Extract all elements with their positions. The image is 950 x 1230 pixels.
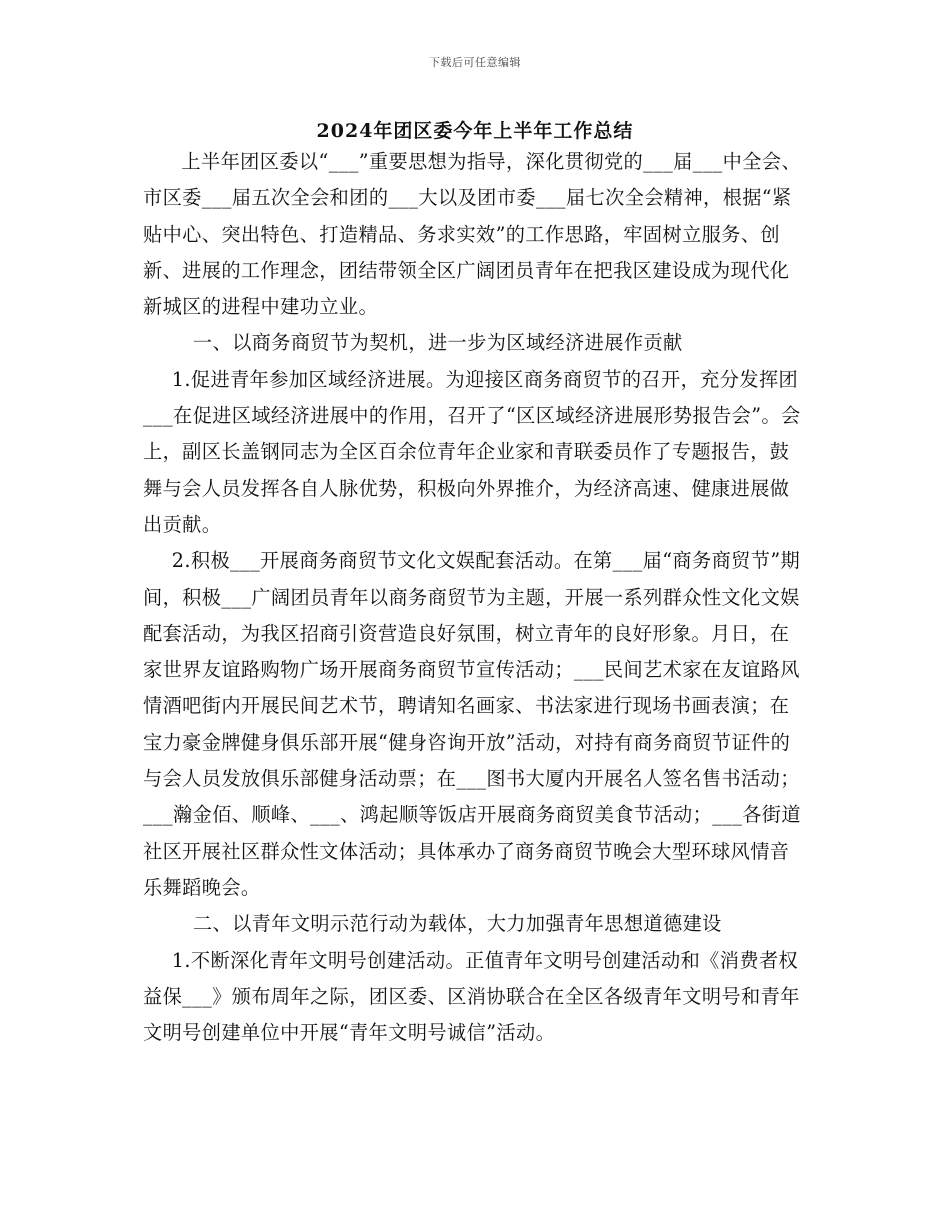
document-title: 2024年团区委今年上半年工作总结	[316, 120, 634, 142]
section-heading-1: 一、以商务商贸节为契机，进一步为区域经济进展作贡献	[192, 331, 683, 355]
paragraph-intro: 上半年团区委以“___”重要思想为指导，深化贯彻党的___届___中全会、市区委___届五次全会和团的___大以及团市委___届七次全会精神，根据“紧贴中心、突出特色、打造精品、务求实效”的工作思路，牢固树立服务、创新、进展的工作理念，团结带领全区广阔团员青年在把我区建设成为现代化新城区的进程中建功立业。	[143, 150, 802, 319]
paragraph-1-2: 2.积极___开展商务商贸节文化文娱配套活动。在第___届“商务商贸节”期间，积极___广阔团员青年以商务商贸节为主题，开展一系列群众性文化文娱配套活动，为我区招商引资营造良好氛围，树立青年的良好形象。月日，在家世界友谊路购物广场开展商务商贸节宣传活动；___民间艺术家在友谊路风情酒吧街内开展民间艺术节，聘请知名画家、书法家进行现场书画表演；在宝力豪金牌健身俱乐部开展“健身咨询开放”活动，对持有商务商贸节证件的与会人员发放俱乐部健身活动票；在___图书大厦内开展名人签名售书活动；___瀚金佰、顺峰、___、鸿起顺等饭店开展商务商贸美食节活动；___各街道社区开展社区群众性文体活动；具体承办了商务商贸节晚会大型环球风情音乐舞蹈晚会。	[143, 549, 801, 899]
paragraph-2-1: 1.不断深化青年文明号创建活动。正值青年文明号创建活动和《消费者权益保___》颁布周年之际，团区委、区消协联合在全区各级青年文明号和青年文明号创建单位中开展“青年文明号诚信”活动。	[143, 948, 800, 1045]
page-header-note: 下载后可任意编辑	[429, 56, 521, 69]
section-heading-2: 二、以青年文明示范行动为载体，大力加强青年思想道德建设	[192, 912, 722, 936]
document-body	[143, 144, 808, 1051]
paragraph-1-1: 1.促进青年参加区域经济进展。为迎接区商务商贸节的召开，充分发挥团___在促进区域经济进展中的作用，召开了“区区域经济进展形势报告会”。会上，副区长盖钢同志为全区百余位青年企业家和青联委员作了专题报告，鼓舞与会人员发挥各自人脉优势，积极向外界推介，为经济高速、健康进展做出贡献。	[143, 367, 801, 536]
